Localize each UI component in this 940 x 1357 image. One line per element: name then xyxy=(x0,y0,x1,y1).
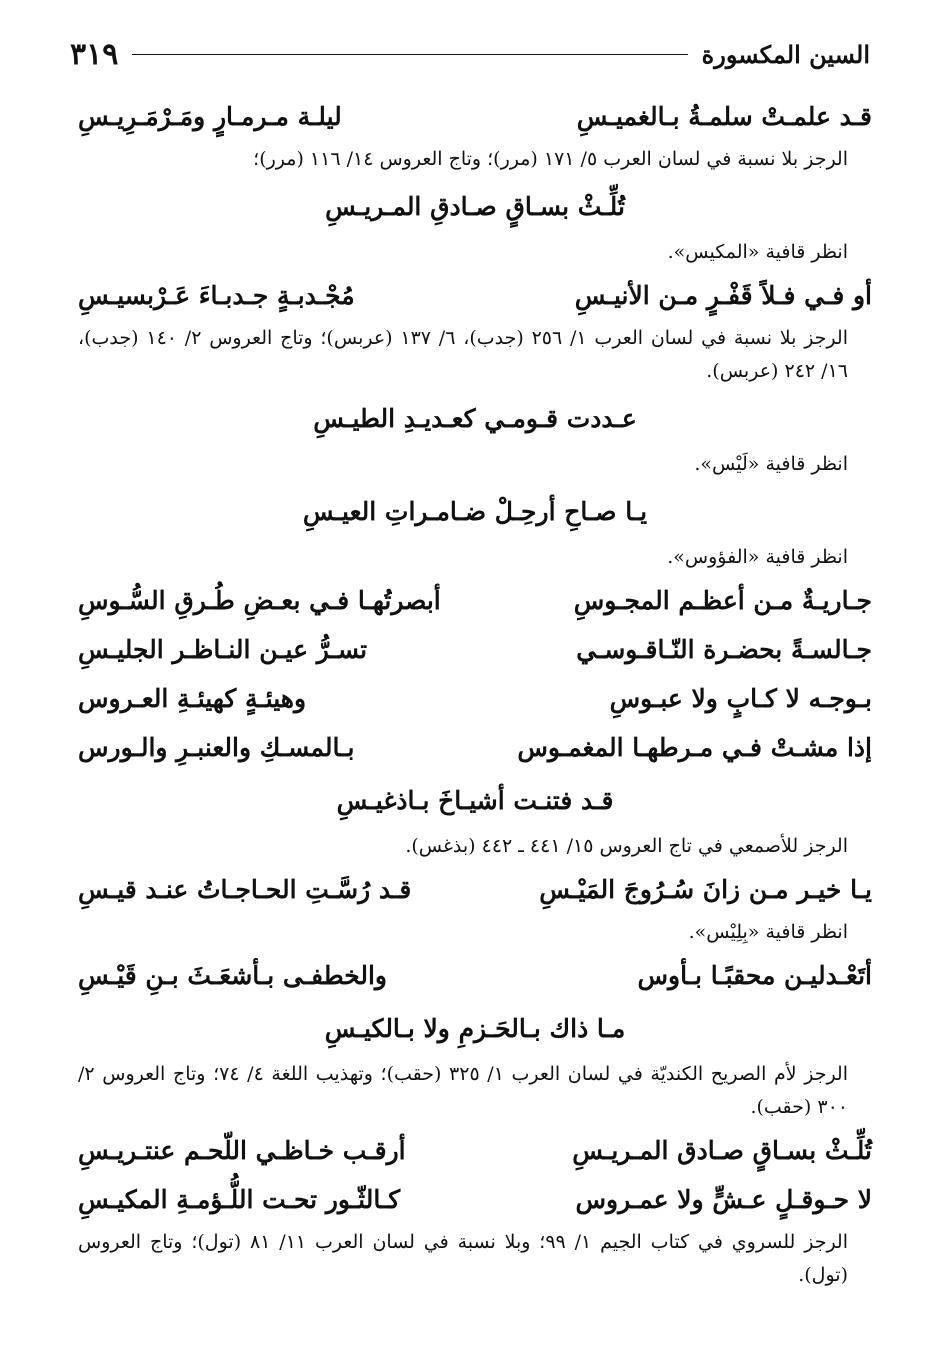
source-note: انظر قافية «المكيس». xyxy=(667,241,848,263)
verse-single-line xyxy=(78,178,872,234)
verse-single-line xyxy=(78,390,872,446)
verse-first-hemistich: لا حـوقـلٍ عـشٍّ ولا عمـروس xyxy=(575,1185,872,1214)
verse-couplet xyxy=(78,674,872,723)
verse-couplet xyxy=(78,576,872,625)
header-rule xyxy=(132,54,687,55)
verse-single-line xyxy=(78,1000,872,1056)
verse-second-hemistich: مُجْـدبـةٍ جـدبـاءَ عَـرْبسيـسِ xyxy=(78,281,355,310)
verse-first-hemistich: أو فـي فـلاً قَفْـرٍ مـن الأنيـسِ xyxy=(574,281,872,310)
verse-second-hemistich: تسـرُّ عيـن النـاظـر الجليـسِ xyxy=(78,635,368,664)
chapter-title: السين المكسورة xyxy=(701,39,870,69)
verse-second-hemistich: بـالمسـكِ والعنبـرِ والـورس xyxy=(78,733,355,762)
verse-text: يـا صـاحِ أرحِـلْ ضـامـراتِ العيـسِ xyxy=(302,496,648,526)
verse-second-hemistich: كـالثّـور تحـت اللُّـؤمـةِ المكيـسِ xyxy=(78,1185,401,1214)
verse-first-hemistich: قـد علمـتْ سلمـةُ بـالغميـسِ xyxy=(576,102,872,131)
verse-couplet xyxy=(78,271,872,320)
verse-couplet xyxy=(78,625,872,674)
verse-second-hemistich: قـد رُسَّـتِ الحـاجـاتُ عنـد قيـسِ xyxy=(78,875,412,904)
verse-text: تُلِّـثْ بسـاقٍ صـادقِ المـريـسِ xyxy=(325,191,625,221)
source-note: انظر قافية «لَيْس». xyxy=(694,453,848,475)
source-note: الرجز للأصمعي في تاج العروس ١٥/ ٤٤١ ـ ٤٤٢ (بذغس). xyxy=(405,835,848,857)
verse-first-hemistich: بـوجـه لا كـابٍ ولا عبـوسِ xyxy=(609,684,872,713)
verse-text: قـد فتنـت أشيـاخَ بـاذغيـسِ xyxy=(336,785,614,815)
verse-first-hemistich: جـاريـةٌ مـن أعظـم المجـوسِ xyxy=(573,586,872,615)
verse-second-hemistich: أرقـب خـاظـي اللّحـم عنتـريـسِ xyxy=(78,1136,406,1165)
verse-first-hemistich: يـا خيـر مـن زانَ سُـرُوجَ المَيْـسِ xyxy=(539,875,872,904)
verse-single-line xyxy=(78,772,872,828)
verse-first-hemistich: جـالسـةً بحضـرة النّـاقـوسـي xyxy=(576,635,872,664)
source-note: الرجز للسروي في كتاب الجيم ١/ ٩٩؛ وبلا نسبة في لسان العرب ١١/ ٨١ (تول)؛ وتاج العروس (تول). xyxy=(78,1231,848,1286)
verse-first-hemistich: تُلِّـثْ بسـاقٍ صـادق المـريـسِ xyxy=(572,1136,872,1165)
verse-couplet xyxy=(78,865,872,914)
verse-first-hemistich: إذا مشـتْ فـي مـرطهـا المغمـوس xyxy=(517,733,872,762)
verse-couplet xyxy=(78,1126,872,1175)
verse-couplet xyxy=(78,723,872,772)
source-note: انظر قافية «الفؤوس». xyxy=(667,546,848,568)
verse-single-line xyxy=(78,483,872,539)
verse-second-hemistich: ليلـة مـرمـارٍ ومَـرْمَـرِيـسِ xyxy=(78,102,342,131)
page-number: ٣١٩ xyxy=(70,36,119,72)
verse-second-hemistich: وهيئـةٍ كهيئـةِ العـروس xyxy=(78,684,307,713)
source-note: انظر قافية «بِلِيْس». xyxy=(688,921,848,943)
verse-text: مـا ذاك بـالحَـزمِ ولا بـالكيـسِ xyxy=(324,1013,626,1043)
source-note: الرجز لأم الصريح الكنديّة في لسان العرب ١/ ٣٢٥ (حقب)؛ وتهذيب اللغة ٤/ ٧٤؛ وتاج العروس ٢/ ٣٠٠ (حقب). xyxy=(78,1063,848,1118)
verse-first-hemistich: أتَعْـدليـن محقبًـا بـأوس xyxy=(637,961,872,990)
page-header xyxy=(70,34,870,74)
verse-second-hemistich: والخطفـى بـأشعَـثَ بـنِ قَيْـسِ xyxy=(78,961,387,990)
verse-couplet xyxy=(78,92,872,141)
source-note: الرجز بلا نسبة في لسان العرب ١/ ٢٥٦ (جدب)، ٦/ ١٣٧ (عربس)؛ وتاج العروس ٢/ ١٤٠ (جدب)، ١٦/ ٢٤٢ (عربس). xyxy=(78,327,848,382)
verse-couplet xyxy=(78,1175,872,1224)
page-content xyxy=(78,92,872,1294)
verse-couplet xyxy=(78,951,872,1000)
verse-text: عـددت قـومـي كعـديـدِ الطيـسِ xyxy=(313,403,637,433)
verse-second-hemistich: أبصرتُهـا فـي بعـضِ طُـرقِ السُّـوسِ xyxy=(78,586,441,615)
source-note: الرجز بلا نسبة في لسان العرب ٥/ ١٧١ (مرر)؛ وتاج العروس ١٤/ ١١٦ (مرر)؛ xyxy=(253,148,848,170)
